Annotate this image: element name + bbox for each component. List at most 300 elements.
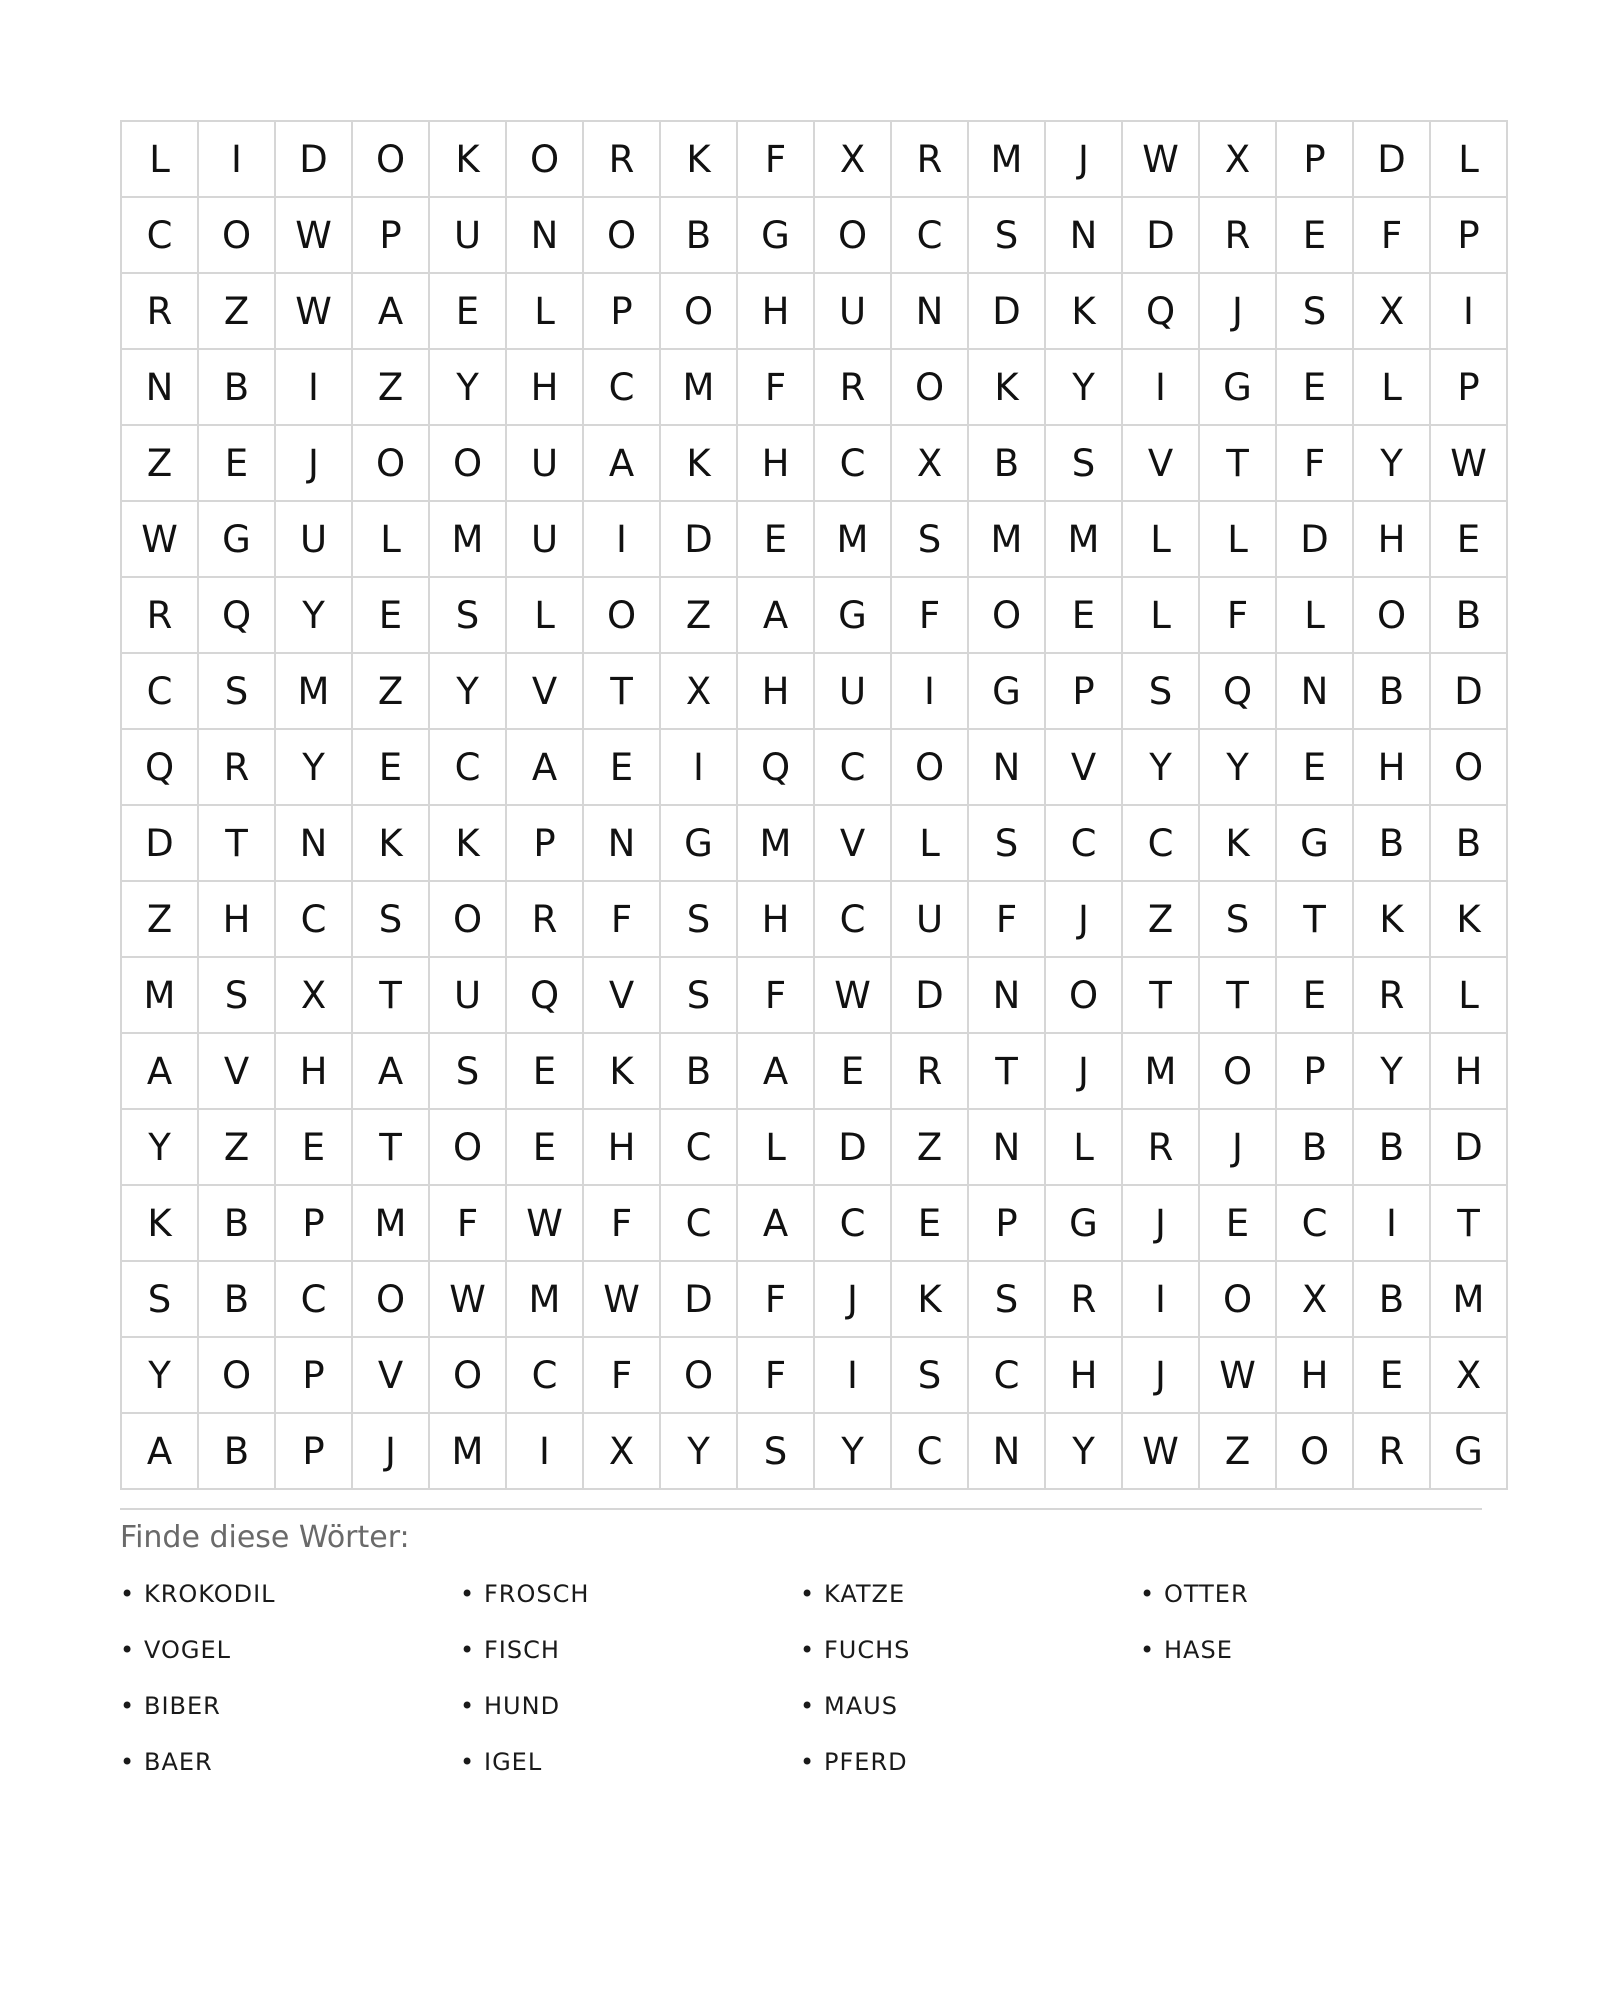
grid-cell[interactable]: A bbox=[506, 729, 583, 805]
grid-cell[interactable]: D bbox=[1430, 653, 1507, 729]
grid-cell[interactable]: K bbox=[121, 1185, 198, 1261]
grid-cell[interactable]: O bbox=[660, 1337, 737, 1413]
grid-cell[interactable]: C bbox=[814, 1185, 891, 1261]
grid-cell[interactable]: N bbox=[891, 273, 968, 349]
grid-cell[interactable]: C bbox=[583, 349, 660, 425]
grid-cell[interactable]: B bbox=[1430, 805, 1507, 881]
grid-cell[interactable]: Z bbox=[891, 1109, 968, 1185]
grid-cell[interactable]: Z bbox=[352, 653, 429, 729]
grid-cell[interactable]: V bbox=[506, 653, 583, 729]
grid-cell[interactable]: G bbox=[198, 501, 275, 577]
grid-cell[interactable]: Y bbox=[1045, 1413, 1122, 1489]
grid-cell[interactable]: Z bbox=[1199, 1413, 1276, 1489]
grid-cell[interactable]: A bbox=[352, 273, 429, 349]
grid-cell[interactable]: L bbox=[1122, 501, 1199, 577]
grid-cell[interactable]: X bbox=[583, 1413, 660, 1489]
grid-cell[interactable]: U bbox=[429, 197, 506, 273]
grid-cell[interactable]: E bbox=[1276, 349, 1353, 425]
grid-cell[interactable]: Y bbox=[429, 349, 506, 425]
grid-cell[interactable]: I bbox=[1122, 349, 1199, 425]
grid-cell[interactable]: N bbox=[121, 349, 198, 425]
grid-cell[interactable]: W bbox=[121, 501, 198, 577]
grid-cell[interactable]: Z bbox=[121, 881, 198, 957]
grid-cell[interactable]: W bbox=[1122, 121, 1199, 197]
grid-cell[interactable]: J bbox=[1045, 1033, 1122, 1109]
grid-cell[interactable]: H bbox=[1276, 1337, 1353, 1413]
grid-cell[interactable]: C bbox=[121, 197, 198, 273]
grid-cell[interactable]: M bbox=[429, 1413, 506, 1489]
grid-cell[interactable]: P bbox=[1045, 653, 1122, 729]
grid-cell[interactable]: V bbox=[814, 805, 891, 881]
grid-cell[interactable]: R bbox=[506, 881, 583, 957]
grid-cell[interactable]: M bbox=[737, 805, 814, 881]
grid-cell[interactable]: I bbox=[1353, 1185, 1430, 1261]
grid-cell[interactable]: V bbox=[583, 957, 660, 1033]
grid-cell[interactable]: I bbox=[660, 729, 737, 805]
grid-cell[interactable]: H bbox=[737, 273, 814, 349]
grid-cell[interactable]: L bbox=[1122, 577, 1199, 653]
grid-cell[interactable]: U bbox=[891, 881, 968, 957]
grid-cell[interactable]: S bbox=[968, 805, 1045, 881]
grid-cell[interactable]: B bbox=[1276, 1109, 1353, 1185]
grid-cell[interactable]: T bbox=[1122, 957, 1199, 1033]
grid-cell[interactable]: B bbox=[1430, 577, 1507, 653]
grid-cell[interactable]: R bbox=[891, 1033, 968, 1109]
grid-cell[interactable]: Q bbox=[737, 729, 814, 805]
grid-cell[interactable]: S bbox=[737, 1413, 814, 1489]
grid-cell[interactable]: G bbox=[1276, 805, 1353, 881]
grid-cell[interactable]: N bbox=[1276, 653, 1353, 729]
grid-cell[interactable]: O bbox=[583, 197, 660, 273]
grid-cell[interactable]: L bbox=[1045, 1109, 1122, 1185]
grid-cell[interactable]: F bbox=[1199, 577, 1276, 653]
grid-cell[interactable]: I bbox=[891, 653, 968, 729]
grid-cell[interactable]: X bbox=[660, 653, 737, 729]
grid-cell[interactable]: I bbox=[583, 501, 660, 577]
grid-cell[interactable]: D bbox=[1353, 121, 1430, 197]
grid-cell[interactable]: D bbox=[1122, 197, 1199, 273]
grid-cell[interactable]: A bbox=[737, 1033, 814, 1109]
grid-cell[interactable]: I bbox=[1122, 1261, 1199, 1337]
grid-cell[interactable]: L bbox=[737, 1109, 814, 1185]
grid-cell[interactable]: J bbox=[1199, 1109, 1276, 1185]
grid-cell[interactable]: S bbox=[891, 1337, 968, 1413]
grid-cell[interactable]: B bbox=[660, 197, 737, 273]
grid-cell[interactable]: O bbox=[429, 425, 506, 501]
grid-cell[interactable]: D bbox=[891, 957, 968, 1033]
grid-cell[interactable]: T bbox=[198, 805, 275, 881]
grid-cell[interactable]: J bbox=[814, 1261, 891, 1337]
grid-cell[interactable]: U bbox=[506, 425, 583, 501]
grid-cell[interactable]: I bbox=[198, 121, 275, 197]
grid-cell[interactable]: Z bbox=[352, 349, 429, 425]
grid-cell[interactable]: O bbox=[198, 1337, 275, 1413]
grid-cell[interactable]: S bbox=[1199, 881, 1276, 957]
grid-cell[interactable]: X bbox=[1276, 1261, 1353, 1337]
grid-cell[interactable]: T bbox=[1430, 1185, 1507, 1261]
grid-cell[interactable]: J bbox=[352, 1413, 429, 1489]
grid-cell[interactable]: T bbox=[1199, 957, 1276, 1033]
grid-cell[interactable]: L bbox=[506, 577, 583, 653]
grid-cell[interactable]: X bbox=[1199, 121, 1276, 197]
grid-cell[interactable]: B bbox=[198, 1261, 275, 1337]
grid-cell[interactable]: N bbox=[968, 1109, 1045, 1185]
grid-cell[interactable]: Q bbox=[198, 577, 275, 653]
grid-cell[interactable]: K bbox=[429, 805, 506, 881]
grid-cell[interactable]: U bbox=[814, 273, 891, 349]
grid-cell[interactable]: W bbox=[814, 957, 891, 1033]
grid-cell[interactable]: D bbox=[660, 1261, 737, 1337]
grid-cell[interactable]: E bbox=[583, 729, 660, 805]
grid-cell[interactable]: V bbox=[1122, 425, 1199, 501]
grid-cell[interactable]: L bbox=[1430, 957, 1507, 1033]
grid-cell[interactable]: F bbox=[583, 1185, 660, 1261]
grid-cell[interactable]: D bbox=[275, 121, 352, 197]
grid-cell[interactable]: U bbox=[814, 653, 891, 729]
grid-cell[interactable]: B bbox=[1353, 1261, 1430, 1337]
grid-cell[interactable]: P bbox=[506, 805, 583, 881]
grid-cell[interactable]: C bbox=[660, 1109, 737, 1185]
grid-cell[interactable]: T bbox=[1276, 881, 1353, 957]
grid-cell[interactable]: Y bbox=[121, 1109, 198, 1185]
grid-cell[interactable]: P bbox=[275, 1413, 352, 1489]
grid-cell[interactable]: N bbox=[275, 805, 352, 881]
grid-cell[interactable]: D bbox=[814, 1109, 891, 1185]
grid-cell[interactable]: Y bbox=[814, 1413, 891, 1489]
grid-cell[interactable]: Y bbox=[429, 653, 506, 729]
grid-cell[interactable]: B bbox=[1353, 653, 1430, 729]
grid-cell[interactable]: O bbox=[352, 1261, 429, 1337]
grid-cell[interactable]: H bbox=[1353, 501, 1430, 577]
grid-cell[interactable]: Z bbox=[660, 577, 737, 653]
grid-cell[interactable]: H bbox=[1045, 1337, 1122, 1413]
grid-cell[interactable]: M bbox=[968, 501, 1045, 577]
grid-cell[interactable]: J bbox=[1122, 1185, 1199, 1261]
grid-cell[interactable]: P bbox=[352, 197, 429, 273]
grid-cell[interactable]: J bbox=[1045, 121, 1122, 197]
grid-cell[interactable]: K bbox=[583, 1033, 660, 1109]
grid-cell[interactable]: L bbox=[352, 501, 429, 577]
grid-cell[interactable]: H bbox=[1430, 1033, 1507, 1109]
grid-cell[interactable]: S bbox=[429, 577, 506, 653]
grid-cell[interactable]: D bbox=[1430, 1109, 1507, 1185]
grid-cell[interactable]: C bbox=[275, 881, 352, 957]
grid-cell[interactable]: O bbox=[1199, 1033, 1276, 1109]
grid-cell[interactable]: A bbox=[121, 1413, 198, 1489]
grid-cell[interactable]: C bbox=[814, 729, 891, 805]
grid-cell[interactable]: E bbox=[1430, 501, 1507, 577]
grid-cell[interactable]: Q bbox=[506, 957, 583, 1033]
grid-cell[interactable]: O bbox=[968, 577, 1045, 653]
grid-cell[interactable]: Y bbox=[1353, 1033, 1430, 1109]
grid-cell[interactable]: J bbox=[275, 425, 352, 501]
grid-cell[interactable]: I bbox=[506, 1413, 583, 1489]
grid-cell[interactable]: W bbox=[583, 1261, 660, 1337]
grid-cell[interactable]: K bbox=[660, 425, 737, 501]
grid-cell[interactable]: C bbox=[891, 197, 968, 273]
grid-cell[interactable]: F bbox=[737, 1337, 814, 1413]
grid-cell[interactable]: Y bbox=[660, 1413, 737, 1489]
grid-cell[interactable]: F bbox=[891, 577, 968, 653]
grid-cell[interactable]: H bbox=[737, 653, 814, 729]
grid-cell[interactable]: H bbox=[198, 881, 275, 957]
grid-cell[interactable]: M bbox=[275, 653, 352, 729]
grid-cell[interactable]: H bbox=[737, 881, 814, 957]
grid-cell[interactable]: E bbox=[737, 501, 814, 577]
grid-cell[interactable]: G bbox=[1430, 1413, 1507, 1489]
grid-cell[interactable]: N bbox=[506, 197, 583, 273]
grid-cell[interactable]: O bbox=[814, 197, 891, 273]
grid-cell[interactable]: P bbox=[1430, 349, 1507, 425]
grid-cell[interactable]: O bbox=[1276, 1413, 1353, 1489]
grid-cell[interactable]: T bbox=[583, 653, 660, 729]
grid-cell[interactable]: E bbox=[198, 425, 275, 501]
grid-cell[interactable]: K bbox=[1353, 881, 1430, 957]
grid-cell[interactable]: P bbox=[1276, 121, 1353, 197]
grid-cell[interactable]: F bbox=[1353, 197, 1430, 273]
grid-cell[interactable]: O bbox=[429, 881, 506, 957]
grid-cell[interactable]: N bbox=[968, 729, 1045, 805]
grid-cell[interactable]: O bbox=[891, 729, 968, 805]
grid-cell[interactable]: M bbox=[1430, 1261, 1507, 1337]
grid-cell[interactable]: M bbox=[506, 1261, 583, 1337]
grid-cell[interactable]: E bbox=[352, 729, 429, 805]
grid-cell[interactable]: C bbox=[1122, 805, 1199, 881]
grid-cell[interactable]: Z bbox=[121, 425, 198, 501]
grid-cell[interactable]: Y bbox=[275, 729, 352, 805]
grid-cell[interactable]: W bbox=[1122, 1413, 1199, 1489]
grid-cell[interactable]: V bbox=[1045, 729, 1122, 805]
grid-cell[interactable]: D bbox=[660, 501, 737, 577]
grid-cell[interactable]: T bbox=[352, 957, 429, 1033]
grid-cell[interactable]: P bbox=[275, 1337, 352, 1413]
grid-cell[interactable]: A bbox=[737, 1185, 814, 1261]
grid-cell[interactable]: L bbox=[121, 121, 198, 197]
grid-cell[interactable]: M bbox=[814, 501, 891, 577]
grid-cell[interactable]: N bbox=[583, 805, 660, 881]
grid-cell[interactable]: I bbox=[814, 1337, 891, 1413]
grid-cell[interactable]: L bbox=[506, 273, 583, 349]
grid-cell[interactable]: E bbox=[1353, 1337, 1430, 1413]
grid-cell[interactable]: I bbox=[1430, 273, 1507, 349]
grid-cell[interactable]: U bbox=[506, 501, 583, 577]
grid-cell[interactable]: K bbox=[352, 805, 429, 881]
grid-cell[interactable]: E bbox=[1045, 577, 1122, 653]
grid-cell[interactable]: O bbox=[198, 197, 275, 273]
grid-cell[interactable]: O bbox=[583, 577, 660, 653]
grid-cell[interactable]: Z bbox=[1122, 881, 1199, 957]
grid-cell[interactable]: S bbox=[968, 197, 1045, 273]
grid-cell[interactable]: Q bbox=[1122, 273, 1199, 349]
grid-cell[interactable]: Y bbox=[1045, 349, 1122, 425]
grid-cell[interactable]: P bbox=[968, 1185, 1045, 1261]
grid-cell[interactable]: W bbox=[275, 197, 352, 273]
grid-cell[interactable]: M bbox=[121, 957, 198, 1033]
grid-cell[interactable]: O bbox=[429, 1337, 506, 1413]
grid-cell[interactable]: U bbox=[429, 957, 506, 1033]
grid-cell[interactable]: S bbox=[660, 957, 737, 1033]
grid-cell[interactable]: X bbox=[1430, 1337, 1507, 1413]
grid-cell[interactable]: R bbox=[583, 121, 660, 197]
grid-cell[interactable]: G bbox=[1045, 1185, 1122, 1261]
grid-cell[interactable]: P bbox=[1276, 1033, 1353, 1109]
grid-cell[interactable]: H bbox=[1353, 729, 1430, 805]
grid-cell[interactable]: B bbox=[968, 425, 1045, 501]
grid-cell[interactable]: I bbox=[275, 349, 352, 425]
grid-cell[interactable]: A bbox=[352, 1033, 429, 1109]
grid-cell[interactable]: F bbox=[737, 1261, 814, 1337]
grid-cell[interactable]: W bbox=[1199, 1337, 1276, 1413]
grid-cell[interactable]: N bbox=[1045, 197, 1122, 273]
grid-cell[interactable]: O bbox=[1199, 1261, 1276, 1337]
grid-cell[interactable]: C bbox=[660, 1185, 737, 1261]
grid-cell[interactable]: O bbox=[352, 425, 429, 501]
grid-cell[interactable]: C bbox=[891, 1413, 968, 1489]
grid-cell[interactable]: T bbox=[1199, 425, 1276, 501]
grid-cell[interactable]: Y bbox=[1122, 729, 1199, 805]
grid-cell[interactable]: Q bbox=[121, 729, 198, 805]
grid-cell[interactable]: C bbox=[1045, 805, 1122, 881]
grid-cell[interactable]: B bbox=[198, 1185, 275, 1261]
grid-cell[interactable]: R bbox=[1045, 1261, 1122, 1337]
grid-cell[interactable]: R bbox=[1122, 1109, 1199, 1185]
grid-cell[interactable]: E bbox=[352, 577, 429, 653]
grid-cell[interactable]: Y bbox=[275, 577, 352, 653]
grid-cell[interactable]: R bbox=[891, 121, 968, 197]
grid-cell[interactable]: C bbox=[506, 1337, 583, 1413]
grid-cell[interactable]: C bbox=[814, 425, 891, 501]
grid-cell[interactable]: O bbox=[1430, 729, 1507, 805]
grid-cell[interactable]: G bbox=[814, 577, 891, 653]
grid-cell[interactable]: Y bbox=[121, 1337, 198, 1413]
grid-cell[interactable]: C bbox=[968, 1337, 1045, 1413]
grid-cell[interactable]: E bbox=[814, 1033, 891, 1109]
grid-cell[interactable]: L bbox=[1430, 121, 1507, 197]
grid-cell[interactable]: O bbox=[506, 121, 583, 197]
grid-cell[interactable]: E bbox=[429, 273, 506, 349]
grid-cell[interactable]: F bbox=[968, 881, 1045, 957]
grid-cell[interactable]: M bbox=[968, 121, 1045, 197]
grid-cell[interactable]: B bbox=[660, 1033, 737, 1109]
grid-cell[interactable]: F bbox=[1276, 425, 1353, 501]
grid-cell[interactable]: O bbox=[1353, 577, 1430, 653]
grid-cell[interactable]: T bbox=[968, 1033, 1045, 1109]
grid-cell[interactable]: X bbox=[1353, 273, 1430, 349]
grid-cell[interactable]: O bbox=[429, 1109, 506, 1185]
grid-cell[interactable]: V bbox=[352, 1337, 429, 1413]
grid-cell[interactable]: N bbox=[968, 1413, 1045, 1489]
grid-cell[interactable]: K bbox=[891, 1261, 968, 1337]
grid-cell[interactable]: Y bbox=[1199, 729, 1276, 805]
grid-cell[interactable]: W bbox=[1430, 425, 1507, 501]
grid-cell[interactable]: J bbox=[1045, 881, 1122, 957]
grid-cell[interactable]: W bbox=[275, 273, 352, 349]
grid-cell[interactable]: C bbox=[121, 653, 198, 729]
grid-cell[interactable]: E bbox=[506, 1109, 583, 1185]
grid-cell[interactable]: W bbox=[429, 1261, 506, 1337]
grid-cell[interactable]: K bbox=[660, 121, 737, 197]
grid-cell[interactable]: E bbox=[1276, 729, 1353, 805]
grid-cell[interactable]: Y bbox=[1353, 425, 1430, 501]
grid-cell[interactable]: E bbox=[506, 1033, 583, 1109]
grid-cell[interactable]: F bbox=[429, 1185, 506, 1261]
grid-cell[interactable]: X bbox=[891, 425, 968, 501]
grid-cell[interactable]: K bbox=[1199, 805, 1276, 881]
grid-cell[interactable]: U bbox=[275, 501, 352, 577]
grid-cell[interactable]: M bbox=[1122, 1033, 1199, 1109]
grid-cell[interactable]: X bbox=[814, 121, 891, 197]
grid-cell[interactable]: M bbox=[1045, 501, 1122, 577]
grid-cell[interactable]: E bbox=[1199, 1185, 1276, 1261]
grid-cell[interactable]: L bbox=[1276, 577, 1353, 653]
grid-cell[interactable]: F bbox=[583, 881, 660, 957]
grid-cell[interactable]: Q bbox=[1199, 653, 1276, 729]
grid-cell[interactable]: P bbox=[583, 273, 660, 349]
grid-cell[interactable]: K bbox=[1430, 881, 1507, 957]
grid-cell[interactable]: F bbox=[583, 1337, 660, 1413]
grid-cell[interactable]: R bbox=[121, 273, 198, 349]
grid-cell[interactable]: O bbox=[660, 273, 737, 349]
grid-cell[interactable]: P bbox=[275, 1185, 352, 1261]
grid-cell[interactable]: D bbox=[1276, 501, 1353, 577]
grid-cell[interactable]: J bbox=[1199, 273, 1276, 349]
grid-cell[interactable]: S bbox=[1276, 273, 1353, 349]
grid-cell[interactable]: V bbox=[198, 1033, 275, 1109]
grid-cell[interactable]: L bbox=[891, 805, 968, 881]
grid-cell[interactable]: M bbox=[352, 1185, 429, 1261]
grid-cell[interactable]: S bbox=[352, 881, 429, 957]
grid-cell[interactable]: G bbox=[737, 197, 814, 273]
grid-cell[interactable]: H bbox=[506, 349, 583, 425]
grid-cell[interactable]: D bbox=[968, 273, 1045, 349]
grid-cell[interactable]: G bbox=[660, 805, 737, 881]
grid-cell[interactable]: A bbox=[737, 577, 814, 653]
grid-cell[interactable]: H bbox=[737, 425, 814, 501]
grid-cell[interactable]: O bbox=[1045, 957, 1122, 1033]
grid-cell[interactable]: A bbox=[583, 425, 660, 501]
grid-cell[interactable]: R bbox=[1353, 957, 1430, 1033]
grid-cell[interactable]: R bbox=[121, 577, 198, 653]
grid-cell[interactable]: K bbox=[1045, 273, 1122, 349]
grid-cell[interactable]: L bbox=[1353, 349, 1430, 425]
grid-cell[interactable]: S bbox=[968, 1261, 1045, 1337]
grid-cell[interactable]: B bbox=[1353, 1109, 1430, 1185]
grid-cell[interactable]: M bbox=[660, 349, 737, 425]
grid-cell[interactable]: S bbox=[1045, 425, 1122, 501]
grid-cell[interactable]: R bbox=[1199, 197, 1276, 273]
grid-cell[interactable]: H bbox=[275, 1033, 352, 1109]
grid-cell[interactable]: L bbox=[1199, 501, 1276, 577]
grid-cell[interactable]: C bbox=[275, 1261, 352, 1337]
grid-cell[interactable]: R bbox=[1353, 1413, 1430, 1489]
grid-cell[interactable]: R bbox=[198, 729, 275, 805]
grid-cell[interactable]: T bbox=[352, 1109, 429, 1185]
grid-cell[interactable]: N bbox=[968, 957, 1045, 1033]
grid-cell[interactable]: G bbox=[1199, 349, 1276, 425]
grid-cell[interactable]: S bbox=[1122, 653, 1199, 729]
grid-cell[interactable]: F bbox=[737, 957, 814, 1033]
grid-cell[interactable]: E bbox=[1276, 197, 1353, 273]
grid-cell[interactable]: K bbox=[968, 349, 1045, 425]
grid-cell[interactable]: G bbox=[968, 653, 1045, 729]
grid-cell[interactable]: R bbox=[814, 349, 891, 425]
grid-cell[interactable]: K bbox=[429, 121, 506, 197]
grid-cell[interactable]: S bbox=[660, 881, 737, 957]
grid-cell[interactable]: D bbox=[121, 805, 198, 881]
grid-cell[interactable]: C bbox=[429, 729, 506, 805]
grid-cell[interactable]: C bbox=[814, 881, 891, 957]
grid-cell[interactable]: Z bbox=[198, 273, 275, 349]
